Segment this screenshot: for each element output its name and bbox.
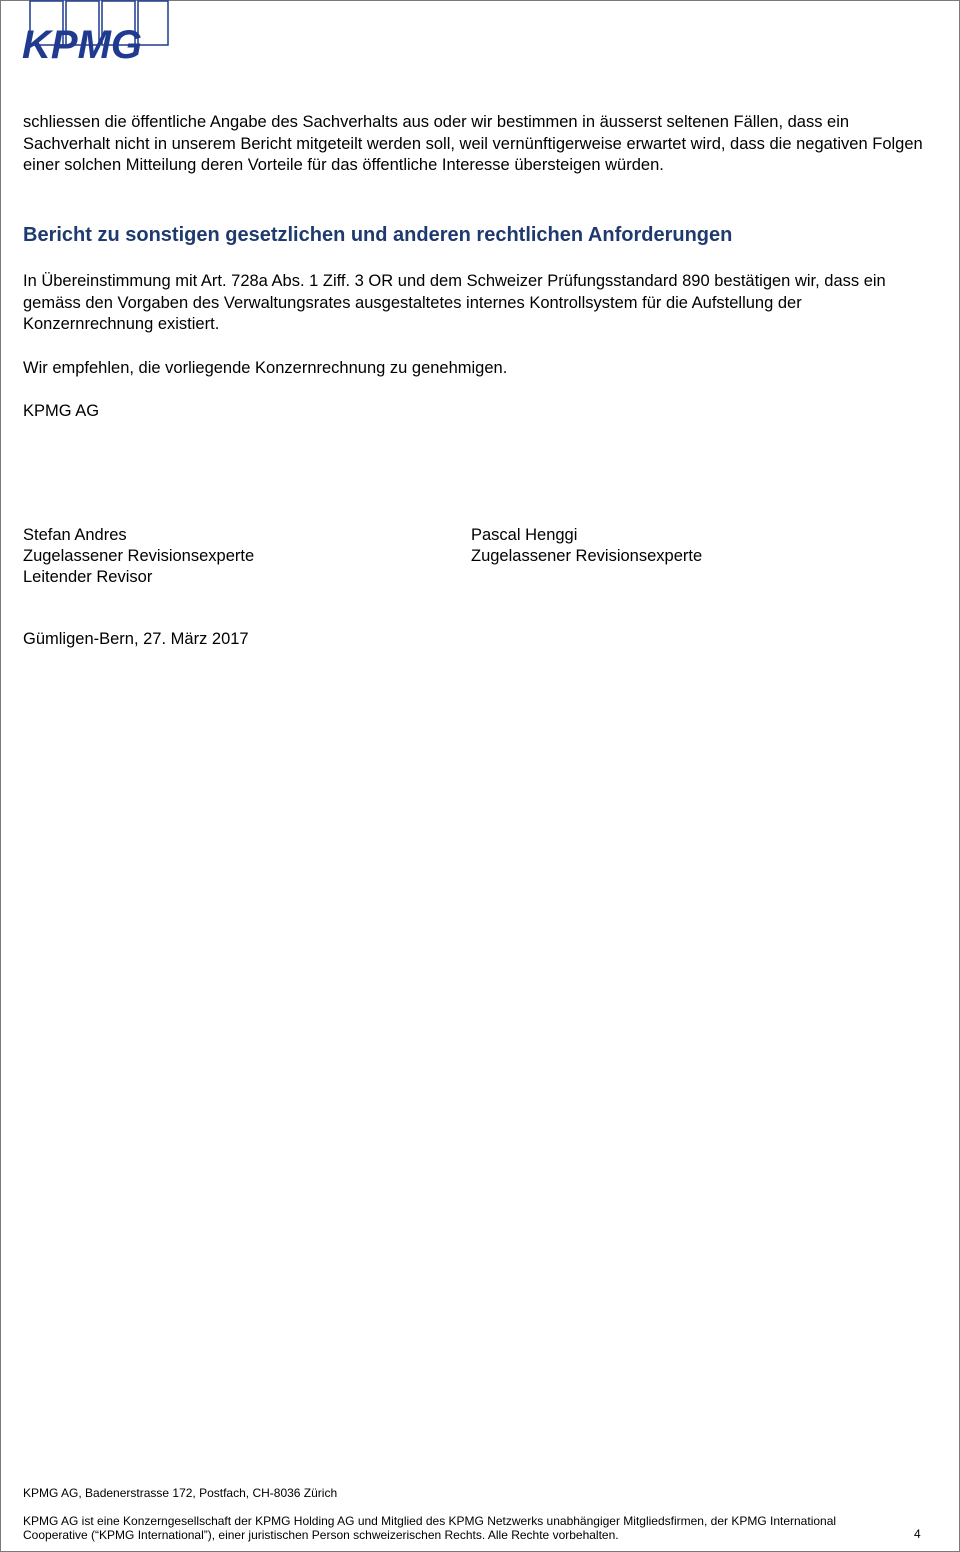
- recommendation-text: Wir empfehlen, die vorliegende Konzernrechnung zu genehmigen.: [23, 359, 508, 377]
- section-paragraph: In Übereinstimmung mit Art. 728a Abs. 1 Ziff. 3 OR und dem Schweizer Prüfungsstandard 890 bestätigen wir, dass ein gemäss den Vorgaben des Verwaltungsrates ausgestaltetes internes Kontrollsystem für die Aufstellung der Konzernrechnung existiert.: [23, 272, 886, 333]
- footer-address: KPMG AG, Badenerstrasse 172, Postfach, CH-8036 Zürich: [23, 1486, 338, 1500]
- intro-paragraph: schliessen die öffentliche Angabe des Sachverhalts aus oder wir bestimmen in äusserst seltenen Fällen, dass ein Sachverhalt nicht in unserem Bericht mitgeteilt werden soll, weil vernünftigerweise erwartet wird, dass die negativen Folgen einer solchen Mitteilung deren Vorteile für das öffentliche Interesse übersteigen würden.: [23, 113, 923, 174]
- signatory-title: Zugelassener Revisionsexperte: [23, 547, 255, 565]
- signatory-right: [471, 525, 702, 567]
- section-heading: Bericht zu sonstigen gesetzlichen und anderen rechtlichen Anforderungen: [23, 224, 733, 246]
- firm-name: KPMG AG: [23, 402, 100, 420]
- logo-text: KPMG: [22, 23, 142, 62]
- signatory-name: Stefan Andres: [23, 526, 127, 544]
- signatory-role: Leitender Revisor: [23, 568, 153, 586]
- signatory-title: Zugelassener Revisionsexperte: [471, 547, 703, 565]
- page-number: 4: [914, 1527, 921, 1541]
- signatory-left: [23, 525, 254, 588]
- footer-legal: KPMG AG ist eine Konzerngesellschaft der KPMG Holding AG und Mitglied des KPMG Netzwerks unabhängiger Mitgliedsfirmen, der KPMG International Cooperative (“KPMG International”), einer juristischen Person schweizerischen Rechts. Alle Rechte vorbehalten.: [23, 1514, 837, 1542]
- signatory-name: Pascal Henggi: [471, 526, 578, 544]
- kpmg-logo: [20, 0, 170, 62]
- place-date: Gümligen-Bern, 27. März 2017: [23, 630, 249, 648]
